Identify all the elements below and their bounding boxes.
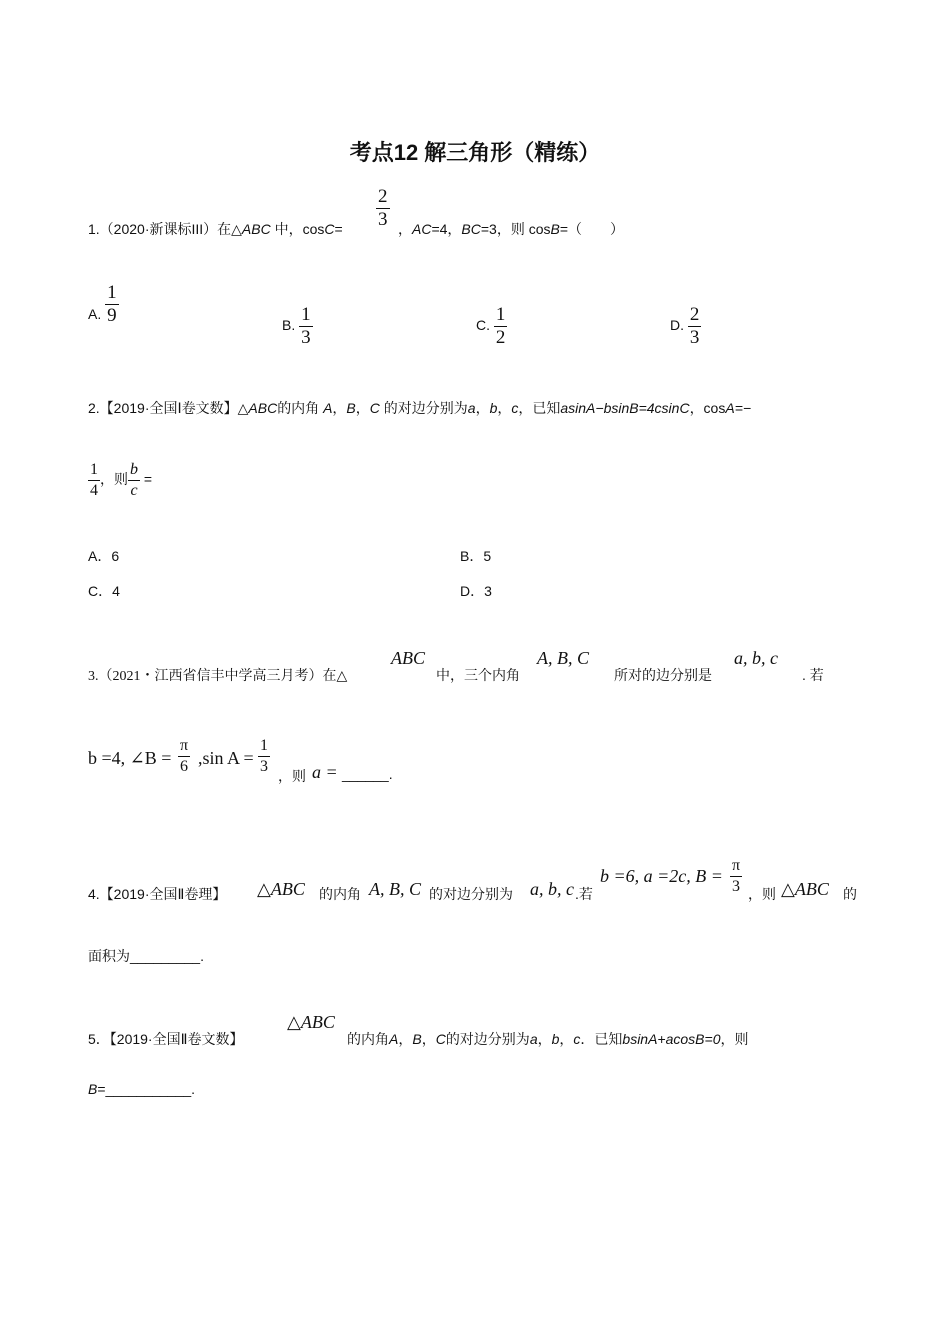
q1-option-b-fraction: $\frac{1}{3}$ bbox=[301, 304, 311, 348]
q3-sin-a-fraction: $\frac{1}{3}$ bbox=[260, 737, 268, 775]
q4-mid3: .若 bbox=[575, 886, 593, 902]
q5-prefix: 5．【2019·全国Ⅱ卷文数】 bbox=[88, 1031, 244, 1047]
q4-pi-over-3-fraction: $\frac{\pi}{3}$ bbox=[732, 857, 741, 895]
q4-angles: A, B, C bbox=[369, 879, 421, 899]
q5-answer-blank[interactable]: =___________. bbox=[97, 1081, 196, 1097]
q3-sides: a, b, c bbox=[734, 648, 778, 668]
q2-b-over-c-fraction: $\frac{b}{c}$ bbox=[130, 461, 138, 499]
q3-end: . 若 bbox=[802, 667, 824, 683]
q1-cos-c-fraction: $\frac{2}{3}$ bbox=[378, 186, 388, 230]
q4-mid2: 的对边分别为 bbox=[429, 886, 513, 902]
q3-mid2: 所对的边分别是 bbox=[614, 667, 712, 683]
q3-condition-b-angle: b =4, ∠B = bbox=[88, 748, 172, 768]
q3-angles: A, B, C bbox=[537, 648, 589, 668]
q1-option-a[interactable]: A. $\frac{1}{9}$ bbox=[88, 282, 117, 326]
q1-option-c[interactable]: C. $\frac{1}{2}$ bbox=[476, 304, 506, 348]
q2-stem-line2: $\frac{1}{4}$ ，则 $\frac{b}{c}$ = bbox=[90, 461, 153, 499]
q3-mid1: 中，三个内角 bbox=[436, 667, 520, 683]
q3-answer-blank[interactable]: ______. bbox=[342, 766, 393, 782]
q4-end: 的 bbox=[843, 886, 857, 902]
q4-prefix: 4.【2019·全国Ⅱ卷理】 bbox=[88, 886, 227, 902]
q4-mid1: 的内角 bbox=[319, 886, 361, 902]
q2-option-a[interactable]: A．6 bbox=[88, 548, 120, 564]
q2-cos-a-fraction: $\frac{1}{4}$ bbox=[90, 461, 98, 499]
q2-stem: 2.【2019·全国Ⅰ卷文数】△ABC的内角 A，B，C 的对边分别为a，b，c，已知asinA−bsinB=4csinC，cosA=− bbox=[88, 400, 752, 416]
q4-triangle-abc-2: △ABC bbox=[781, 879, 829, 899]
q1-stem-rest: ，AC=4，BC=3，则 cosB=（ ） bbox=[398, 221, 625, 237]
q2-option-c[interactable]: C．4 bbox=[88, 583, 120, 599]
q4-mid4: ，则 bbox=[748, 886, 776, 902]
q3-condition-sin-a: ,sin A = bbox=[198, 748, 254, 768]
q2-option-d[interactable]: D．3 bbox=[460, 583, 492, 599]
q3-prefix: 3.（2021・江西省信丰中学高三月考）在△ bbox=[88, 669, 348, 684]
q5-stem: 的内角A，B，C的对边分别为a，b，c．已知bsinA+acosB=0，则 bbox=[347, 1031, 749, 1047]
q2-option-b[interactable]: B．5 bbox=[460, 548, 492, 564]
q1-stem: 1.（2020·新课标III）在△ABC 中，cosC= bbox=[88, 221, 343, 237]
q1-option-b[interactable]: B. $\frac{1}{3}$ bbox=[282, 304, 311, 348]
q3-ask-a: a = bbox=[312, 762, 338, 782]
q1-option-a-fraction: $\frac{1}{9}$ bbox=[107, 282, 117, 326]
q3-then: ，则 bbox=[278, 768, 306, 784]
q4-sides: a, b, c bbox=[530, 879, 574, 899]
page-title: 考点12 解三角形（精练） bbox=[349, 140, 601, 165]
q4-triangle-abc: △ABC bbox=[257, 879, 305, 899]
q1-option-d[interactable]: D. $\frac{2}{3}$ bbox=[670, 304, 700, 348]
q4-condition: b =6, a =2c, B = bbox=[600, 866, 723, 886]
q3-pi-over-6-fraction: $\frac{\pi}{6}$ bbox=[180, 737, 189, 775]
q1-option-d-fraction: $\frac{2}{3}$ bbox=[689, 304, 700, 348]
q1-option-c-fraction: $\frac{1}{2}$ bbox=[495, 304, 506, 348]
q5-line2: B=___________. bbox=[88, 1081, 196, 1097]
q5-triangle-abc: △ABC bbox=[287, 1012, 335, 1032]
q3-triangle-abc: ABC bbox=[391, 648, 425, 668]
q4-line2: 面积为_________. bbox=[88, 948, 204, 964]
